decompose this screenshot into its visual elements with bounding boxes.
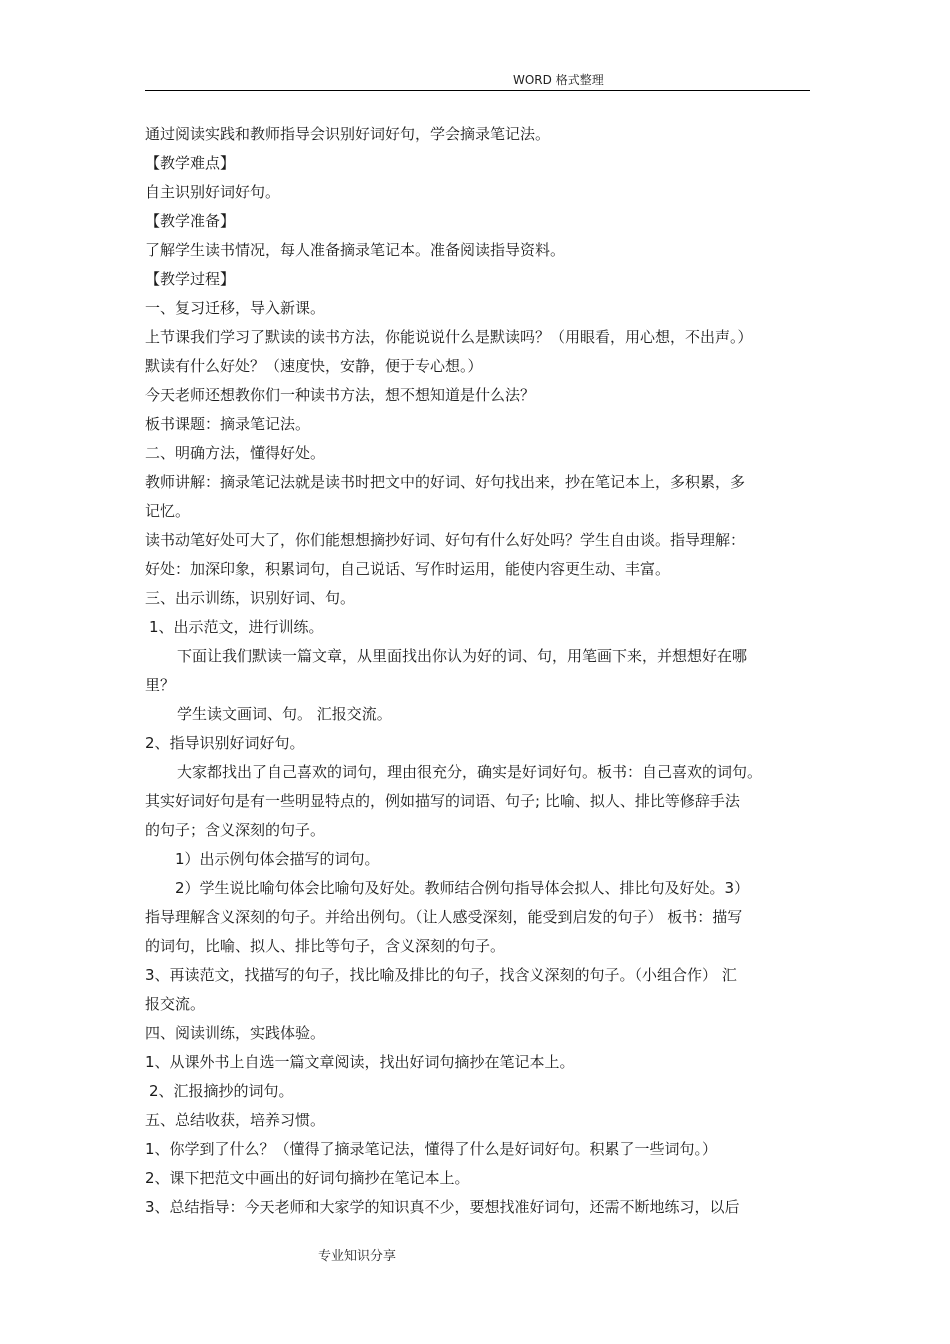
page-header (145, 72, 810, 91)
list-item: 2）学生说比喻句体会比喻句及好处。教师结合例句指导体会拟人、排比句及好处。3） (175, 879, 750, 897)
paragraph-line: 学生读文画词、句。 汇报交流。 (177, 705, 392, 723)
list-item: 3、总结指导：今天老师和大家学的知识真不少，要想找准好词句，还需不断地练习，以后 (145, 1198, 740, 1216)
paragraph-line: 其实好词好句是有一些明显特点的，例如描写的词语、句子; 比喻、拟人、排比等修辞手法 (145, 792, 740, 810)
step-heading: 五、总结收获，培养习惯。 (145, 1111, 326, 1129)
list-item: 2、汇报摘抄的词句。 (149, 1082, 294, 1100)
paragraph-line: 自主识别好词好句。 (145, 183, 281, 201)
list-item: 1、你学到了什么？（懂得了摘录笔记法，懂得了什么是好词好句。积累了一些词句。） (145, 1140, 718, 1158)
paragraph-line: 默读有什么好处？（速度快，安静，便于专心想。） (145, 357, 483, 375)
step-heading: 一、复习迁移，导入新课。 (145, 299, 326, 317)
paragraph-line: 教师讲解：摘录笔记法就是读书时把文中的好词、好句找出来，抄在笔记本上，多积累，多 (145, 473, 746, 491)
paragraph-line: 的句子；含义深刻的句子。 (145, 821, 326, 839)
paragraph-line: 里？ (145, 676, 176, 694)
paragraph-line: 下面让我们默读一篇文章，从里面找出你认为好的词、句，用笔画下来，并想想好在哪 (177, 647, 748, 665)
section-heading: 【教学过程】 (145, 270, 236, 288)
paragraph-line: 今天老师还想教你们一种读书方法，想不想知道是什么法？ (145, 386, 536, 404)
section-heading: 【教学难点】 (145, 154, 236, 172)
document-body (145, 120, 810, 1222)
paragraph-line: 指导理解含义深刻的句子。并给出例句。（让人感受深刻，能受到启发的句子） 板书：描写 (145, 908, 743, 926)
list-item: 1）出示例句体会描写的词句。 (175, 850, 380, 868)
list-item: 3、再读范文，找描写的句子，找比喻及排比的句子，找含义深刻的句子。（小组合作） 汇 (145, 966, 737, 984)
paragraph-line: 读书动笔好处可大了，你们能想想摘抄好词、好句有什么好处吗？学生自由谈。指导理解： (145, 531, 746, 549)
paragraph-line: 好处：加深印象，积累词句，自己说话、写作时运用，能使内容更生动、丰富。 (145, 560, 671, 578)
step-heading: 三、出示训练，识别好词、句。 (145, 589, 356, 607)
paragraph-line: 的词句，比喻、拟人、排比等句子，含义深刻的句子。 (145, 937, 506, 955)
list-item: 1、从课外书上自选一篇文章阅读，找出好词句摘抄在笔记本上。 (145, 1053, 575, 1071)
list-item: 1、出示范文，进行训练。 (149, 618, 324, 636)
paragraph-line: 报交流。 (145, 995, 206, 1013)
paragraph-line: 通过阅读实践和教师指导会识别好词好句，学会摘录笔记法。 (145, 125, 551, 143)
paragraph-line: 板书课题：摘录笔记法。 (145, 415, 311, 433)
paragraph-line: 大家都找出了自己喜欢的词句，理由很充分，确实是好词好句。板书：自己喜欢的词句。 (177, 763, 763, 781)
paragraph-line: 了解学生读书情况，每人准备摘录笔记本。准备阅读指导资料。 (145, 241, 566, 259)
list-item: 2、课下把范文中画出的好词句摘抄在笔记本上。 (145, 1169, 470, 1187)
section-heading: 【教学准备】 (145, 212, 236, 230)
paragraph-line: 上节课我们学习了默读的读书方法，你能说说什么是默读吗？（用眼看，用心想，不出声。） (145, 328, 753, 346)
paragraph-line: 记忆。 (145, 502, 191, 520)
header-title: WORD 格式整理 (513, 73, 604, 87)
step-heading: 二、明确方法，懂得好处。 (145, 444, 326, 462)
list-item: 2、指导识别好词好句。 (145, 734, 305, 752)
step-heading: 四、阅读训练，实践体验。 (145, 1024, 326, 1042)
page-footer: 专业知识分享 (318, 1249, 397, 1264)
